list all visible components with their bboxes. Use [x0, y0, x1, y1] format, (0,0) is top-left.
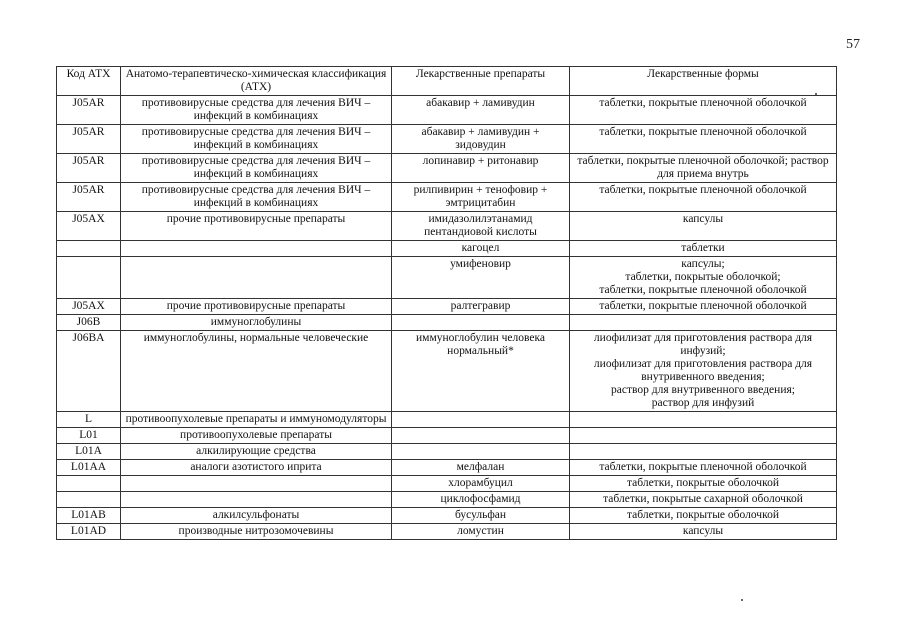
cell-code: L01A	[57, 444, 121, 460]
cell-drug: кагоцел	[392, 241, 570, 257]
cell-drug	[392, 444, 570, 460]
cell-class: аналоги азотистого иприта	[121, 460, 392, 476]
cell-form: таблетки, покрытые пленочной оболочкой	[570, 96, 837, 125]
cell-code	[57, 257, 121, 299]
cell-drug: абакавир + ламивудин	[392, 96, 570, 125]
cell-code: J05AR	[57, 154, 121, 183]
header-code: Код АТХ	[57, 67, 121, 96]
cell-form: таблетки, покрытые пленочной оболочкой	[570, 125, 837, 154]
table-row	[57, 428, 837, 444]
cell-form: капсулы; таблетки, покрытые оболочкой; таблетки, покрытые пленочной оболочкой	[570, 257, 837, 299]
cell-drug: абакавир + ламивудин + зидовудин	[392, 125, 570, 154]
cell-drug: хлорамбуцил	[392, 476, 570, 492]
cell-class	[121, 476, 392, 492]
cell-class	[121, 492, 392, 508]
cell-form: таблетки, покрытые оболочкой	[570, 476, 837, 492]
cell-code: L01AB	[57, 508, 121, 524]
cell-form	[570, 444, 837, 460]
cell-drug	[392, 412, 570, 428]
cell-drug	[392, 428, 570, 444]
cell-code: J06B	[57, 315, 121, 331]
cell-form: таблетки, покрытые пленочной оболочкой	[570, 299, 837, 315]
atx-table	[56, 66, 837, 540]
table-row	[57, 315, 837, 331]
header-classification: Анатомо-терапевтическо-химическая классификация (АТХ)	[121, 67, 392, 96]
cell-form	[570, 428, 837, 444]
cell-class: иммуноглобулины	[121, 315, 392, 331]
cell-code: L	[57, 412, 121, 428]
table-row	[57, 154, 837, 183]
header-drugs: Лекарственные препараты	[392, 67, 570, 96]
table-row	[57, 96, 837, 125]
table-row	[57, 331, 837, 412]
cell-code: J05AR	[57, 96, 121, 125]
table-header-row	[57, 67, 837, 96]
cell-form	[570, 315, 837, 331]
cell-form: таблетки, покрытые пленочной оболочкой	[570, 460, 837, 476]
cell-code: J05AR	[57, 125, 121, 154]
cell-code	[57, 476, 121, 492]
cell-class	[121, 257, 392, 299]
table-row	[57, 257, 837, 299]
scan-speck	[815, 93, 817, 95]
cell-drug	[392, 315, 570, 331]
table-row	[57, 212, 837, 241]
cell-form	[570, 412, 837, 428]
cell-form: лиофилизат для приготовления раствора для инфузий; лиофилизат для приготовления раствора для внутривенного введения; раствор для внутривенного введения; раствор для инфузий	[570, 331, 837, 412]
cell-class: алкилирующие средства	[121, 444, 392, 460]
cell-class: алкилсульфонаты	[121, 508, 392, 524]
cell-code: J05AX	[57, 212, 121, 241]
cell-code	[57, 241, 121, 257]
cell-code: J06BA	[57, 331, 121, 412]
scan-speck	[741, 599, 743, 601]
table-row	[57, 299, 837, 315]
cell-drug: циклофосфамид	[392, 492, 570, 508]
table-row	[57, 412, 837, 428]
table-row	[57, 444, 837, 460]
cell-class	[121, 241, 392, 257]
cell-class: противовирусные средства для лечения ВИЧ – инфекций в комбинациях	[121, 96, 392, 125]
cell-drug: иммуноглобулин человека нормальный*	[392, 331, 570, 412]
cell-class: противовирусные средства для лечения ВИЧ – инфекций в комбинациях	[121, 183, 392, 212]
cell-drug: имидазолилэтанамид пентандиовой кислоты	[392, 212, 570, 241]
cell-form: таблетки, покрытые сахарной оболочкой	[570, 492, 837, 508]
cell-form: таблетки, покрытые оболочкой	[570, 508, 837, 524]
table-row	[57, 460, 837, 476]
cell-form: капсулы	[570, 212, 837, 241]
cell-form: таблетки, покрытые пленочной оболочкой; раствор для приема внутрь	[570, 154, 837, 183]
table-row	[57, 241, 837, 257]
cell-class: противовирусные средства для лечения ВИЧ – инфекций в комбинациях	[121, 154, 392, 183]
cell-code: J05AR	[57, 183, 121, 212]
table-row	[57, 524, 837, 540]
table-row	[57, 183, 837, 212]
cell-form: капсулы	[570, 524, 837, 540]
cell-code: L01	[57, 428, 121, 444]
header-forms: Лекарственные формы	[570, 67, 837, 96]
cell-drug: бусульфан	[392, 508, 570, 524]
cell-form: таблетки	[570, 241, 837, 257]
cell-form: таблетки, покрытые пленочной оболочкой	[570, 183, 837, 212]
cell-drug: ралтегравир	[392, 299, 570, 315]
cell-drug: лопинавир + ритонавир	[392, 154, 570, 183]
cell-code: J05AX	[57, 299, 121, 315]
cell-class: прочие противовирусные препараты	[121, 212, 392, 241]
table-row	[57, 476, 837, 492]
table-row	[57, 508, 837, 524]
cell-drug: мелфалан	[392, 460, 570, 476]
cell-class: прочие противовирусные препараты	[121, 299, 392, 315]
table-row	[57, 492, 837, 508]
cell-drug: рилпивирин + тенофовир + эмтрицитабин	[392, 183, 570, 212]
cell-class: противовирусные средства для лечения ВИЧ – инфекций в комбинациях	[121, 125, 392, 154]
cell-drug: ломустин	[392, 524, 570, 540]
cell-class: иммуноглобулины, нормальные человеческие	[121, 331, 392, 412]
cell-code: L01AA	[57, 460, 121, 476]
cell-class: противоопухолевые препараты и иммуномодуляторы	[121, 412, 392, 428]
cell-class: производные нитрозомочевины	[121, 524, 392, 540]
cell-code	[57, 492, 121, 508]
cell-drug: умифеновир	[392, 257, 570, 299]
table-row	[57, 125, 837, 154]
cell-code: L01AD	[57, 524, 121, 540]
cell-class: противоопухолевые препараты	[121, 428, 392, 444]
page-number: 57	[846, 37, 860, 52]
